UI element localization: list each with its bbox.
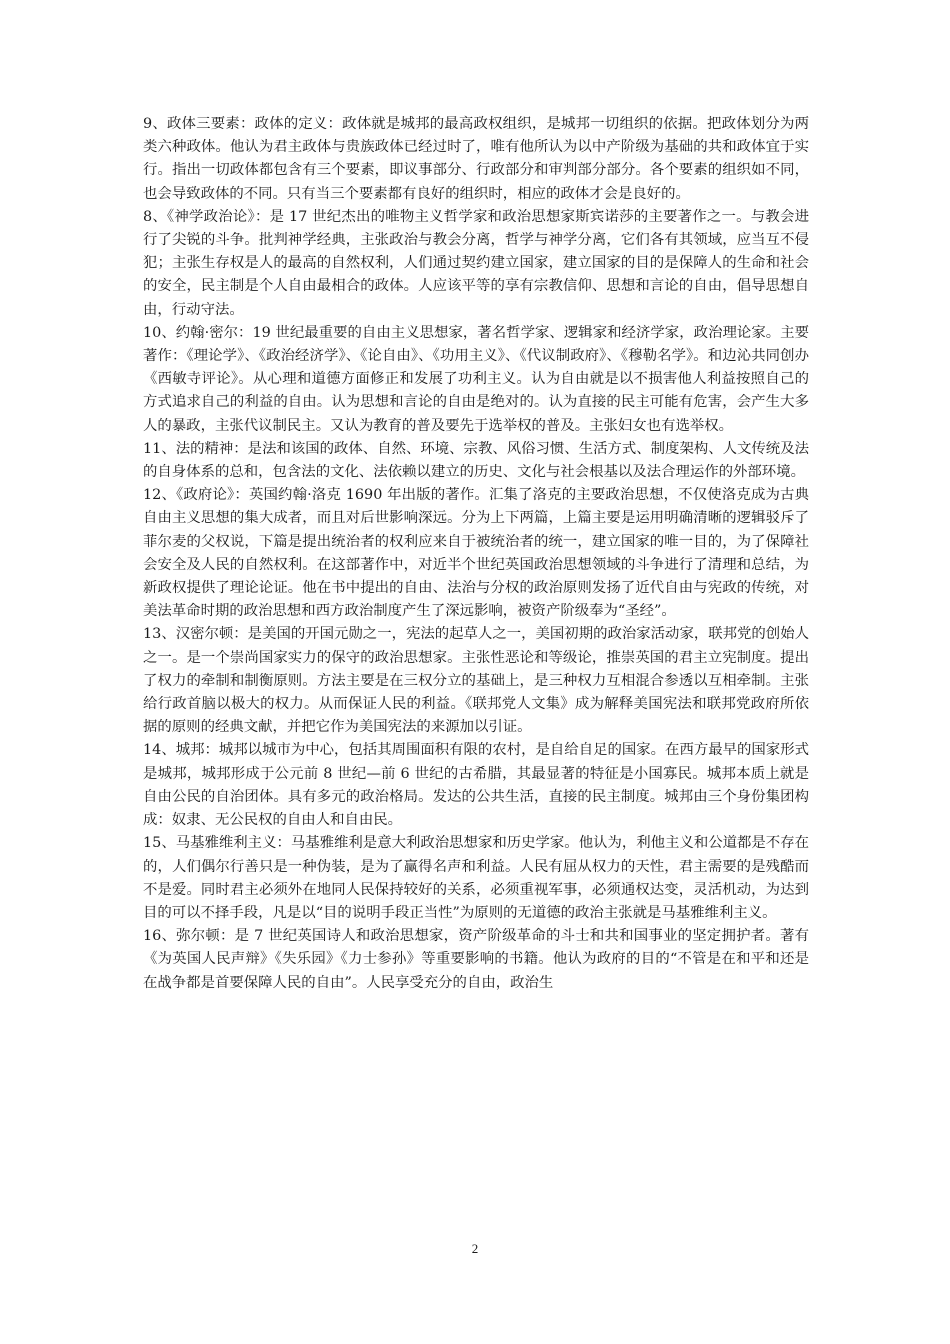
paragraph-12-treatises-of-government: 12、《政府论》：英国约翰·洛克 1690 年出版的著作。汇集了洛克的主要政治思想，不仅使洛克成为古典自由主义思想的集大成者，而且对后世影响深远。分为上下两篇，上篇主要是运用明确清晰的逻辑驳斥了菲尔麦的父权说，下篇是提出统治者的权利应来自于被统治者的统一，建立国家的唯一目的，为了保障社会安全及人民的自然权利。在这部著作中，对近半个世纪英国政治思想领域的斗争进行了清理和总结，为新政权提供了理论论证。他在书中提出的自由、法治与分权的政治原则发扬了近代自由与宪政的传统，对美法革命时期的政治思想和西方政治制度产生了深远影响，被资产阶级奉为“圣经”。	[143, 487, 809, 620]
page-body	[143, 113, 809, 995]
paragraph-16-milton: 16、弥尔顿：是 7 世纪英国诗人和政治思想家，资产阶级革命的斗士和共和国事业的坚定拥护者。著有《为英国人民声辩》《失乐园》《力士参孙》等重要影响的书籍。他认为政府的目的“不管是在和平和还是在战争都是首要保障人民的自由”。人民享受充分的自由，政治生	[143, 928, 809, 991]
paragraph-15-machiavellianism: 15、马基雅维利主义：马基雅维利是意大利政治思想家和历史学家。他认为，利他主义和公道都是不存在的，人们偶尔行善只是一种伪装，是为了赢得名声和利益。人民有屈从权力的天性，君主需要的是残酷而不是爱。同时君主必须外在地同人民保持较好的关系，必须重视军事，必须通权达变，灵活机动，为达到目的可以不择手段，凡是以“目的说明手段正当性”为原则的无道德的政治主张就是马基雅维利主义。	[143, 835, 809, 921]
paragraph-10-john-mill: 10、约翰·密尔：19 世纪最重要的自由主义思想家，著名哲学家、逻辑家和经济学家，政治理论家。主要著作：《理论学》、《政治经济学》、《论自由》、《功用主义》、《代议制政府》、《穆勒名学》。和边沁共同创办《西敏寺评论》。从心理和道德方面修正和发展了功利主义。认为自由就是以不损害他人利益按照自己的方式追求自己的利益的自由。认为思想和言论的自由是绝对的。认为直接的民主可能有危害，会产生大多人的暴政，主张代议制民主。又认为教育的普及要先于选举权的普及。主张妇女也有选举权。	[143, 324, 809, 434]
paragraph-9-polity-three-elements: 9、政体三要素：政体的定义：政体就是城邦的最高政权组织，是城邦一切组织的依据。把政体划分为两类六种政体。他认为君主政体与贵族政体已经过时了，唯有他所认为以中产阶级为基础的共和政体宜于实行。指出一切政体都包含有三个要素，即议事部分、行政部分和审判部分部分。各个要素的组织如不同，也会导致政体的不同。只有当三个要素都有良好的组织时，相应的政体才会是良好的。	[143, 116, 809, 202]
paragraph-14-city-state: 14、城邦：城邦以城市为中心，包括其周围面积有限的农村，是自给自足的国家。在西方最早的国家形式是城邦，城邦形成于公元前 8 世纪—前 6 世纪的古希腊，其最显著的特征是小国寡民。城邦本质上就是自由公民的自治团体。具有多元的政治格局。发达的公共生活，直接的民主制度。城邦由三个身份集团构成：奴隶、无公民权的自由人和自由民。	[143, 742, 809, 829]
paragraph-11-spirit-of-law: 11、法的精神：是法和该国的政体、自然、环境、宗教、风俗习惯、生活方式、制度架构、人文传统及法的自身体系的总和，包含法的文化、法依赖以建立的历史、文化与社会根基以及法合理运作的外部环境。	[143, 440, 809, 481]
paragraph-8-theological-political-treatise: 8、《神学政治论》：是 17 世纪杰出的唯物主义哲学家和政治思想家斯宾诺莎的主要著作之一。与教会进行了尖锐的斗争。批判神学经典，主张政治与教会分离，哲学与神学分离，它们各有其领域，应当互不侵犯；主张生存权是人的最高的自然权利，人们通过契约建立国家，建立国家的目的是保障人的生命和社会的安全，民主制是个人自由最相合的政体。人应该平等的享有宗教信仰、思想和言论的自由，倡导思想自由，行动守法。	[143, 208, 809, 318]
page-number: 2	[471, 1241, 479, 1256]
paragraph-13-hamilton: 13、汉密尔顿：是美国的开国元勋之一，宪法的起草人之一，美国初期的政治家活动家，联邦党的创始人之一。是一个崇尚国家实力的保守的政治思想家。主张性恶论和等级论，推崇英国的君主立宪制度。提出了权力的牵制和制衡原则。方法主要是在三权分立的基础上，是三种权力互相混合参透以互相牵制。主张给行政首脑以极大的权力。从而保证人民的利益。《联邦党人文集》成为解释美国宪法和联邦党政府所依据的原则的经典文献，并把它作为美国宪法的来源加以引证。	[143, 626, 809, 736]
